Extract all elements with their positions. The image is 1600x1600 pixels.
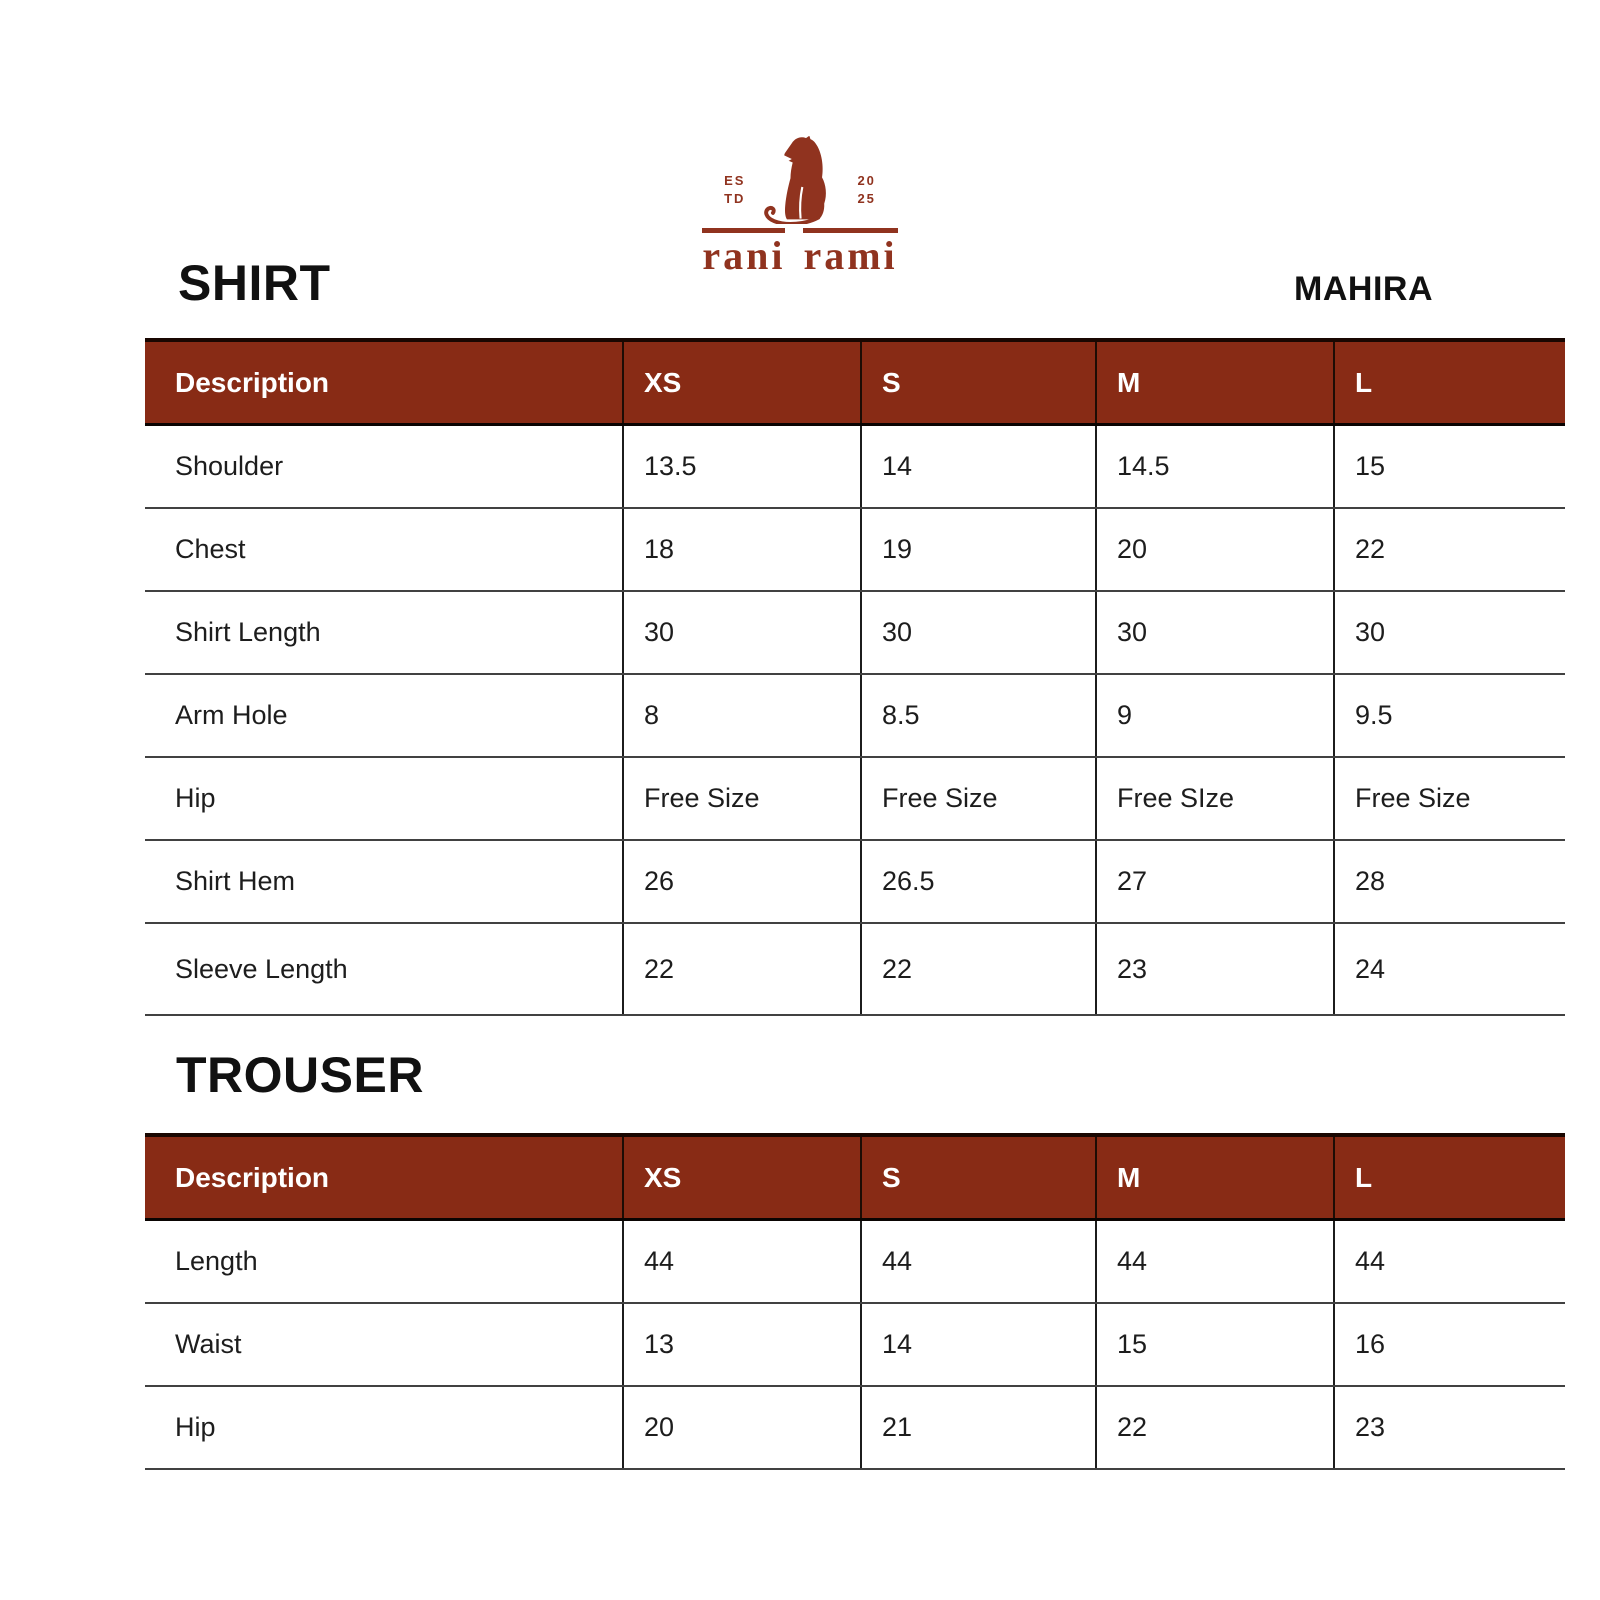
table-row bbox=[145, 591, 1565, 674]
size-value: 22 bbox=[1096, 1386, 1334, 1469]
estd-td: TD bbox=[724, 191, 746, 206]
column-header-size-xs: XS bbox=[623, 340, 861, 425]
trouser-size-table bbox=[145, 1133, 1565, 1470]
brand-word-rani: rani bbox=[702, 228, 785, 277]
table-row bbox=[145, 923, 1565, 1015]
row-label: Hip bbox=[145, 1386, 623, 1469]
row-label: Shirt Hem bbox=[145, 840, 623, 923]
column-header-description: Description bbox=[145, 340, 623, 425]
size-value: 30 bbox=[1096, 591, 1334, 674]
column-header-description: Description bbox=[145, 1135, 623, 1220]
tiger-icon bbox=[755, 136, 847, 224]
column-header-size-s: S bbox=[861, 1135, 1096, 1220]
trouser-section-title: TROUSER bbox=[176, 1047, 424, 1103]
shirt-size-table bbox=[145, 338, 1565, 1016]
table-row bbox=[145, 674, 1565, 757]
table-row bbox=[145, 1220, 1565, 1304]
size-value: 23 bbox=[1096, 923, 1334, 1015]
size-value: 9.5 bbox=[1334, 674, 1565, 757]
table-header-row bbox=[145, 340, 1565, 425]
size-value: 14 bbox=[861, 1303, 1096, 1386]
size-value: 26 bbox=[623, 840, 861, 923]
column-header-size-m: M bbox=[1096, 340, 1334, 425]
table-row bbox=[145, 508, 1565, 591]
column-header-size-xs: XS bbox=[623, 1135, 861, 1220]
size-value: 30 bbox=[623, 591, 861, 674]
table-row bbox=[145, 425, 1565, 509]
table-header-row bbox=[145, 1135, 1565, 1220]
estd-left-label bbox=[724, 172, 745, 207]
size-value: 8.5 bbox=[861, 674, 1096, 757]
estd-es: ES bbox=[724, 173, 746, 189]
brand-word-rami: rami bbox=[803, 228, 897, 277]
row-label: Chest bbox=[145, 508, 623, 591]
size-value: 16 bbox=[1334, 1303, 1565, 1386]
row-label: Sleeve Length bbox=[145, 923, 623, 1015]
size-value: 15 bbox=[1334, 425, 1565, 509]
column-header-size-s: S bbox=[861, 340, 1096, 425]
column-header-size-l: L bbox=[1334, 340, 1565, 425]
size-value: 14.5 bbox=[1096, 425, 1334, 509]
table-row bbox=[145, 757, 1565, 840]
row-label: Arm Hole bbox=[145, 674, 623, 757]
logo-emblem bbox=[724, 136, 876, 224]
estd-20: 20 bbox=[857, 173, 876, 189]
size-value: 44 bbox=[1334, 1220, 1565, 1304]
size-value: Free Size bbox=[623, 757, 861, 840]
row-label: Length bbox=[145, 1220, 623, 1304]
size-value: 18 bbox=[623, 508, 861, 591]
brand-name bbox=[702, 228, 897, 277]
size-value: Free Size bbox=[1334, 757, 1565, 840]
size-value: 22 bbox=[623, 923, 861, 1015]
table-row bbox=[145, 1303, 1565, 1386]
size-value: 13 bbox=[623, 1303, 861, 1386]
row-label: Waist bbox=[145, 1303, 623, 1386]
size-value: 44 bbox=[1096, 1220, 1334, 1304]
column-header-size-m: M bbox=[1096, 1135, 1334, 1220]
estd-25: 25 bbox=[857, 191, 876, 206]
row-label: Hip bbox=[145, 757, 623, 840]
size-value: 21 bbox=[861, 1386, 1096, 1469]
size-value: 20 bbox=[623, 1386, 861, 1469]
table-row bbox=[145, 1386, 1565, 1469]
table-row bbox=[145, 840, 1565, 923]
size-value: 44 bbox=[861, 1220, 1096, 1304]
size-value: 44 bbox=[623, 1220, 861, 1304]
size-value: 22 bbox=[1334, 508, 1565, 591]
size-value: 14 bbox=[861, 425, 1096, 509]
estd-right-label bbox=[857, 172, 875, 207]
shirt-section-title: SHIRT bbox=[178, 255, 331, 311]
size-value: 23 bbox=[1334, 1386, 1565, 1469]
column-header-size-l: L bbox=[1334, 1135, 1565, 1220]
row-label: Shoulder bbox=[145, 425, 623, 509]
size-value: 9 bbox=[1096, 674, 1334, 757]
row-label: Shirt Length bbox=[145, 591, 623, 674]
size-value: 27 bbox=[1096, 840, 1334, 923]
size-value: Free SIze bbox=[1096, 757, 1334, 840]
size-value: 30 bbox=[1334, 591, 1565, 674]
size-value: 26.5 bbox=[861, 840, 1096, 923]
size-value: 28 bbox=[1334, 840, 1565, 923]
product-name: MAHIRA bbox=[1294, 270, 1433, 308]
size-value: 20 bbox=[1096, 508, 1334, 591]
size-value: 19 bbox=[861, 508, 1096, 591]
size-value: 22 bbox=[861, 923, 1096, 1015]
size-value: 30 bbox=[861, 591, 1096, 674]
size-value: 13.5 bbox=[623, 425, 861, 509]
size-value: 8 bbox=[623, 674, 861, 757]
size-value: 24 bbox=[1334, 923, 1565, 1015]
size-value: Free Size bbox=[861, 757, 1096, 840]
size-value: 15 bbox=[1096, 1303, 1334, 1386]
